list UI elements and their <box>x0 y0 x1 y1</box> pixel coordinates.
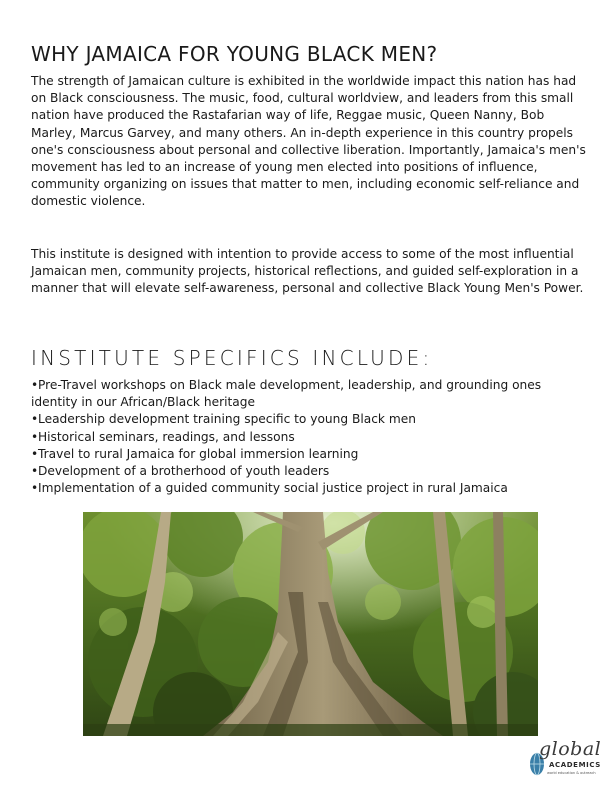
specifics-list <box>31 377 591 497</box>
list-item <box>31 446 591 463</box>
paragraph-institute-design: This institute is designed with intention to provide access to some of the most influential Jamaican men, community projects, historical reflections, and guided self-exploration in a manner that will elevate self-awareness, personal and collective Black Young Men's Power. <box>31 247 584 296</box>
section-title-why-jamaica: WHY JAMAICA FOR YOUNG BLACK MEN? <box>31 42 438 66</box>
global-academics-logo <box>527 738 602 784</box>
list-item-text: Travel to rural Jamaica for global immersion learning <box>38 446 359 461</box>
list-item-text: Development of a brotherhood of youth leaders <box>38 464 330 479</box>
list-item <box>31 429 591 446</box>
logo-tagline: world education & outreach <box>547 771 596 775</box>
bullet-icon: • <box>31 446 39 461</box>
list-item <box>31 377 591 411</box>
list-item-text: Leadership development training specific to young Black men <box>38 412 416 427</box>
tree-illustration <box>83 512 538 736</box>
logo-subtitle: ACADEMICS <box>549 761 601 769</box>
bullet-icon: • <box>31 429 39 444</box>
bullet-icon: • <box>31 378 39 392</box>
list-item <box>31 480 591 497</box>
list-item-text: Pre-Travel workshops on Black male development, leadership, and grounding ones identity in our African/Black heritage <box>31 378 542 410</box>
list-item <box>31 463 591 480</box>
bullet-icon: • <box>31 412 39 427</box>
paragraph-culture: The strength of Jamaican culture is exhibited in the worldwide impact this nation has had on Black consciousness. The music, food, cultural worldview, and leaders from this small nation have produced the Rastafarian way of life, Reggae music, Queen Nanny, Bob Marley, Marcus Garvey, and many others. An in-depth experience in this country propels one's consciousness about personal and collective liberation. Importantly, Jamaica's men's movement has led to an increase of young men elected into positions of influence, community organizing on issues that matter to men, including economic self-reliance and domestic violence. <box>31 74 586 209</box>
logo-word: global <box>539 738 602 760</box>
list-item <box>31 411 591 428</box>
bullet-icon: • <box>31 464 39 479</box>
tree-photo <box>83 512 538 736</box>
section-title-institute-specifics: INSTITUTE SPECIFICS INCLUDE: <box>31 346 433 370</box>
list-item-text: Historical seminars, readings, and lessons <box>38 429 295 444</box>
bullet-icon: • <box>31 481 39 496</box>
list-item-text: Implementation of a guided community social justice project in rural Jamaica <box>38 481 508 496</box>
